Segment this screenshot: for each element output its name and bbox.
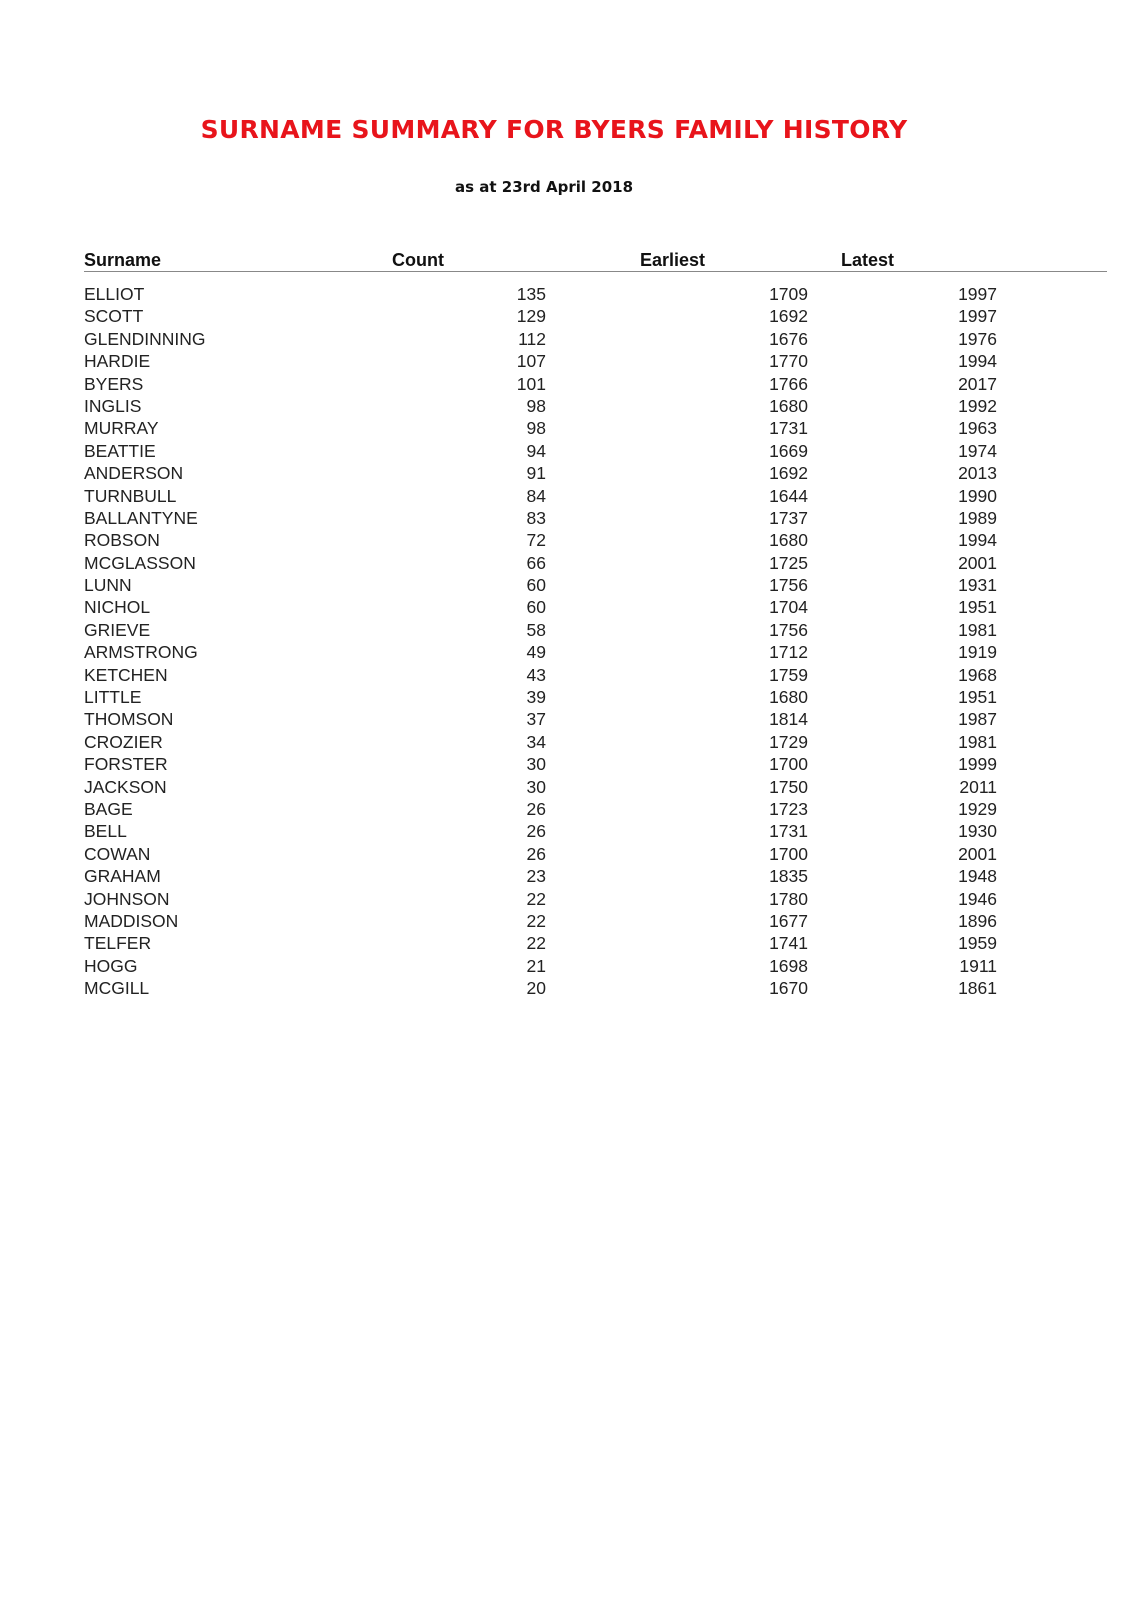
surname-cell: HARDIE <box>84 351 151 372</box>
table-row <box>84 754 997 776</box>
count-cell: 49 <box>526 642 546 663</box>
earliest-cell: 1680 <box>769 530 808 551</box>
surname-cell: LITTLE <box>84 687 142 708</box>
latest-cell: 1989 <box>958 507 997 528</box>
surname-cell: THOMSON <box>84 709 174 730</box>
earliest-cell: 1712 <box>769 642 808 663</box>
surname-cell: KETCHEN <box>84 664 168 685</box>
surname-table <box>84 284 997 1001</box>
count-cell: 39 <box>526 687 546 708</box>
earliest-cell: 1700 <box>769 754 808 775</box>
count-cell: 20 <box>526 978 546 999</box>
count-cell: 112 <box>518 328 546 349</box>
count-cell: 26 <box>526 798 546 819</box>
table-row <box>84 642 997 664</box>
surname-cell: MADDISON <box>84 910 179 931</box>
document-title: SURNAME SUMMARY FOR BYERS FAMILY HISTORY <box>200 115 908 144</box>
earliest-cell: 1669 <box>769 440 808 461</box>
table-row <box>84 687 997 709</box>
surname-cell: JACKSON <box>84 776 167 797</box>
surname-cell: LUNN <box>84 575 132 596</box>
earliest-cell: 1756 <box>769 575 808 596</box>
earliest-cell: 1692 <box>769 463 808 484</box>
count-cell: 72 <box>526 530 546 551</box>
latest-cell: 1948 <box>958 866 997 887</box>
earliest-cell: 1731 <box>769 418 808 439</box>
latest-cell: 1999 <box>958 754 997 775</box>
table-row <box>84 821 997 843</box>
surname-cell: BEATTIE <box>84 440 156 461</box>
table-row <box>84 597 997 619</box>
surname-cell: INGLIS <box>84 395 142 416</box>
latest-cell: 1919 <box>958 642 997 663</box>
earliest-cell: 1704 <box>769 597 808 618</box>
surname-cell: ANDERSON <box>84 463 184 484</box>
surname-cell: BELL <box>84 821 127 842</box>
latest-cell: 1929 <box>958 798 997 819</box>
surname-cell: COWAN <box>84 843 151 864</box>
latest-cell: 1994 <box>958 530 997 551</box>
earliest-cell: 1759 <box>769 664 808 685</box>
surname-cell: TELFER <box>84 933 152 954</box>
earliest-cell: 1729 <box>769 731 808 752</box>
table-row <box>84 351 997 373</box>
latest-cell: 1981 <box>958 619 997 640</box>
table-row <box>84 575 997 597</box>
latest-cell: 2001 <box>958 843 997 864</box>
table-row <box>84 485 997 508</box>
earliest-cell: 1680 <box>769 687 808 708</box>
surname-cell: NICHOL <box>84 597 151 618</box>
count-cell: 22 <box>526 888 546 909</box>
earliest-cell: 1766 <box>769 373 808 394</box>
earliest-cell: 1756 <box>769 619 808 640</box>
surname-cell: BALLANTYNE <box>84 507 198 528</box>
table-row <box>84 709 997 731</box>
column-header-surname: Surname <box>84 250 162 270</box>
earliest-cell: 1737 <box>769 507 808 528</box>
table-row <box>84 955 997 978</box>
latest-cell: 1997 <box>958 284 997 304</box>
count-cell: 21 <box>526 955 546 976</box>
earliest-cell: 1731 <box>769 821 808 842</box>
latest-cell: 1968 <box>958 664 997 685</box>
count-cell: 107 <box>516 351 546 372</box>
latest-cell: 2013 <box>958 463 997 484</box>
earliest-cell: 1677 <box>769 910 808 931</box>
count-cell: 22 <box>526 933 546 954</box>
surname-cell: MCGILL <box>84 978 150 999</box>
earliest-cell: 1750 <box>769 776 808 797</box>
table-row <box>84 284 997 306</box>
table-row <box>84 530 997 552</box>
table-row <box>84 463 997 485</box>
column-header-count: Count <box>392 250 444 270</box>
table-row <box>84 552 997 575</box>
surname-cell: FORSTER <box>84 754 168 775</box>
surname-cell: MURRAY <box>84 418 159 439</box>
count-cell: 84 <box>526 485 546 506</box>
latest-cell: 2001 <box>958 552 997 573</box>
latest-cell: 1976 <box>958 328 997 349</box>
earliest-cell: 1709 <box>769 284 808 304</box>
latest-cell: 2017 <box>958 373 997 394</box>
latest-cell: 1959 <box>958 933 997 954</box>
earliest-cell: 1780 <box>769 888 808 909</box>
latest-cell: 1931 <box>958 575 997 596</box>
surname-cell: JOHNSON <box>84 888 170 909</box>
table-row <box>84 328 997 351</box>
column-header-latest: Latest <box>841 250 895 270</box>
table-row <box>84 776 997 799</box>
earliest-cell: 1680 <box>769 395 808 416</box>
latest-cell: 1974 <box>958 440 997 461</box>
latest-cell: 1930 <box>958 821 997 842</box>
surname-cell: CROZIER <box>84 731 163 752</box>
earliest-cell: 1644 <box>769 485 808 506</box>
latest-cell: 1951 <box>958 687 997 708</box>
count-cell: 60 <box>526 575 546 596</box>
earliest-cell: 1741 <box>769 933 808 954</box>
count-cell: 94 <box>526 440 546 461</box>
table-row <box>84 933 997 955</box>
table-row <box>84 507 997 530</box>
earliest-cell: 1725 <box>769 552 808 573</box>
table-row <box>84 843 997 866</box>
latest-cell: 1946 <box>958 888 997 909</box>
table-row <box>84 866 997 888</box>
surname-cell: ARMSTRONG <box>84 642 198 663</box>
table-row <box>84 910 997 933</box>
count-cell: 101 <box>516 373 546 394</box>
latest-cell: 1981 <box>958 731 997 752</box>
latest-cell: 1963 <box>958 418 997 439</box>
count-cell: 34 <box>526 731 546 752</box>
latest-cell: 2011 <box>959 776 997 797</box>
earliest-cell: 1723 <box>769 798 808 819</box>
latest-cell: 1992 <box>958 395 997 416</box>
latest-cell: 1987 <box>958 709 997 730</box>
count-cell: 66 <box>526 552 546 573</box>
latest-cell: 1994 <box>958 351 997 372</box>
document-subtitle: as at 23rd April 2018 <box>454 178 633 196</box>
column-header-earliest: Earliest <box>640 250 706 270</box>
table-row <box>84 440 997 463</box>
surname-cell: GRIEVE <box>84 619 151 640</box>
count-cell: 60 <box>526 597 546 618</box>
surname-cell: GLENDINNING <box>84 328 206 349</box>
earliest-cell: 1676 <box>769 328 808 349</box>
table-row <box>84 306 997 328</box>
table-header <box>84 250 1107 272</box>
latest-cell: 1990 <box>958 485 997 506</box>
count-cell: 26 <box>526 843 546 864</box>
table-row <box>84 664 997 687</box>
count-cell: 23 <box>526 866 546 887</box>
earliest-cell: 1814 <box>769 709 808 730</box>
table-row <box>84 418 997 440</box>
count-cell: 37 <box>526 709 546 730</box>
latest-cell: 1911 <box>959 955 997 976</box>
count-cell: 135 <box>516 284 546 304</box>
surname-cell: BAGE <box>84 798 133 819</box>
count-cell: 22 <box>526 910 546 931</box>
surname-cell: GRAHAM <box>84 866 161 887</box>
count-cell: 98 <box>526 395 546 416</box>
table-row <box>84 373 997 396</box>
earliest-cell: 1700 <box>769 843 808 864</box>
table-row <box>84 395 997 418</box>
count-cell: 30 <box>526 776 546 797</box>
latest-cell: 1997 <box>958 306 997 327</box>
count-cell: 43 <box>526 664 546 685</box>
table-row <box>84 731 997 754</box>
count-cell: 58 <box>526 619 546 640</box>
table-row <box>84 798 997 821</box>
earliest-cell: 1835 <box>769 866 808 887</box>
table-row <box>84 888 997 911</box>
earliest-cell: 1698 <box>769 955 808 976</box>
surname-cell: SCOTT <box>84 306 144 327</box>
count-cell: 129 <box>516 306 546 327</box>
latest-cell: 1861 <box>958 978 997 999</box>
latest-cell: 1896 <box>958 910 997 931</box>
surname-cell: BYERS <box>84 373 144 394</box>
count-cell: 91 <box>526 463 546 484</box>
table-row <box>84 619 997 642</box>
surname-cell: ROBSON <box>84 530 160 551</box>
count-cell: 26 <box>526 821 546 842</box>
count-cell: 98 <box>526 418 546 439</box>
latest-cell: 1951 <box>958 597 997 618</box>
earliest-cell: 1770 <box>769 351 808 372</box>
count-cell: 83 <box>526 507 546 528</box>
surname-cell: HOGG <box>84 955 138 976</box>
count-cell: 30 <box>526 754 546 775</box>
earliest-cell: 1692 <box>769 306 808 327</box>
table-row <box>84 978 997 1000</box>
surname-cell: ELLIOT <box>84 284 145 304</box>
surname-cell: TURNBULL <box>84 485 177 506</box>
surname-cell: MCGLASSON <box>84 552 196 573</box>
earliest-cell: 1670 <box>769 978 808 999</box>
